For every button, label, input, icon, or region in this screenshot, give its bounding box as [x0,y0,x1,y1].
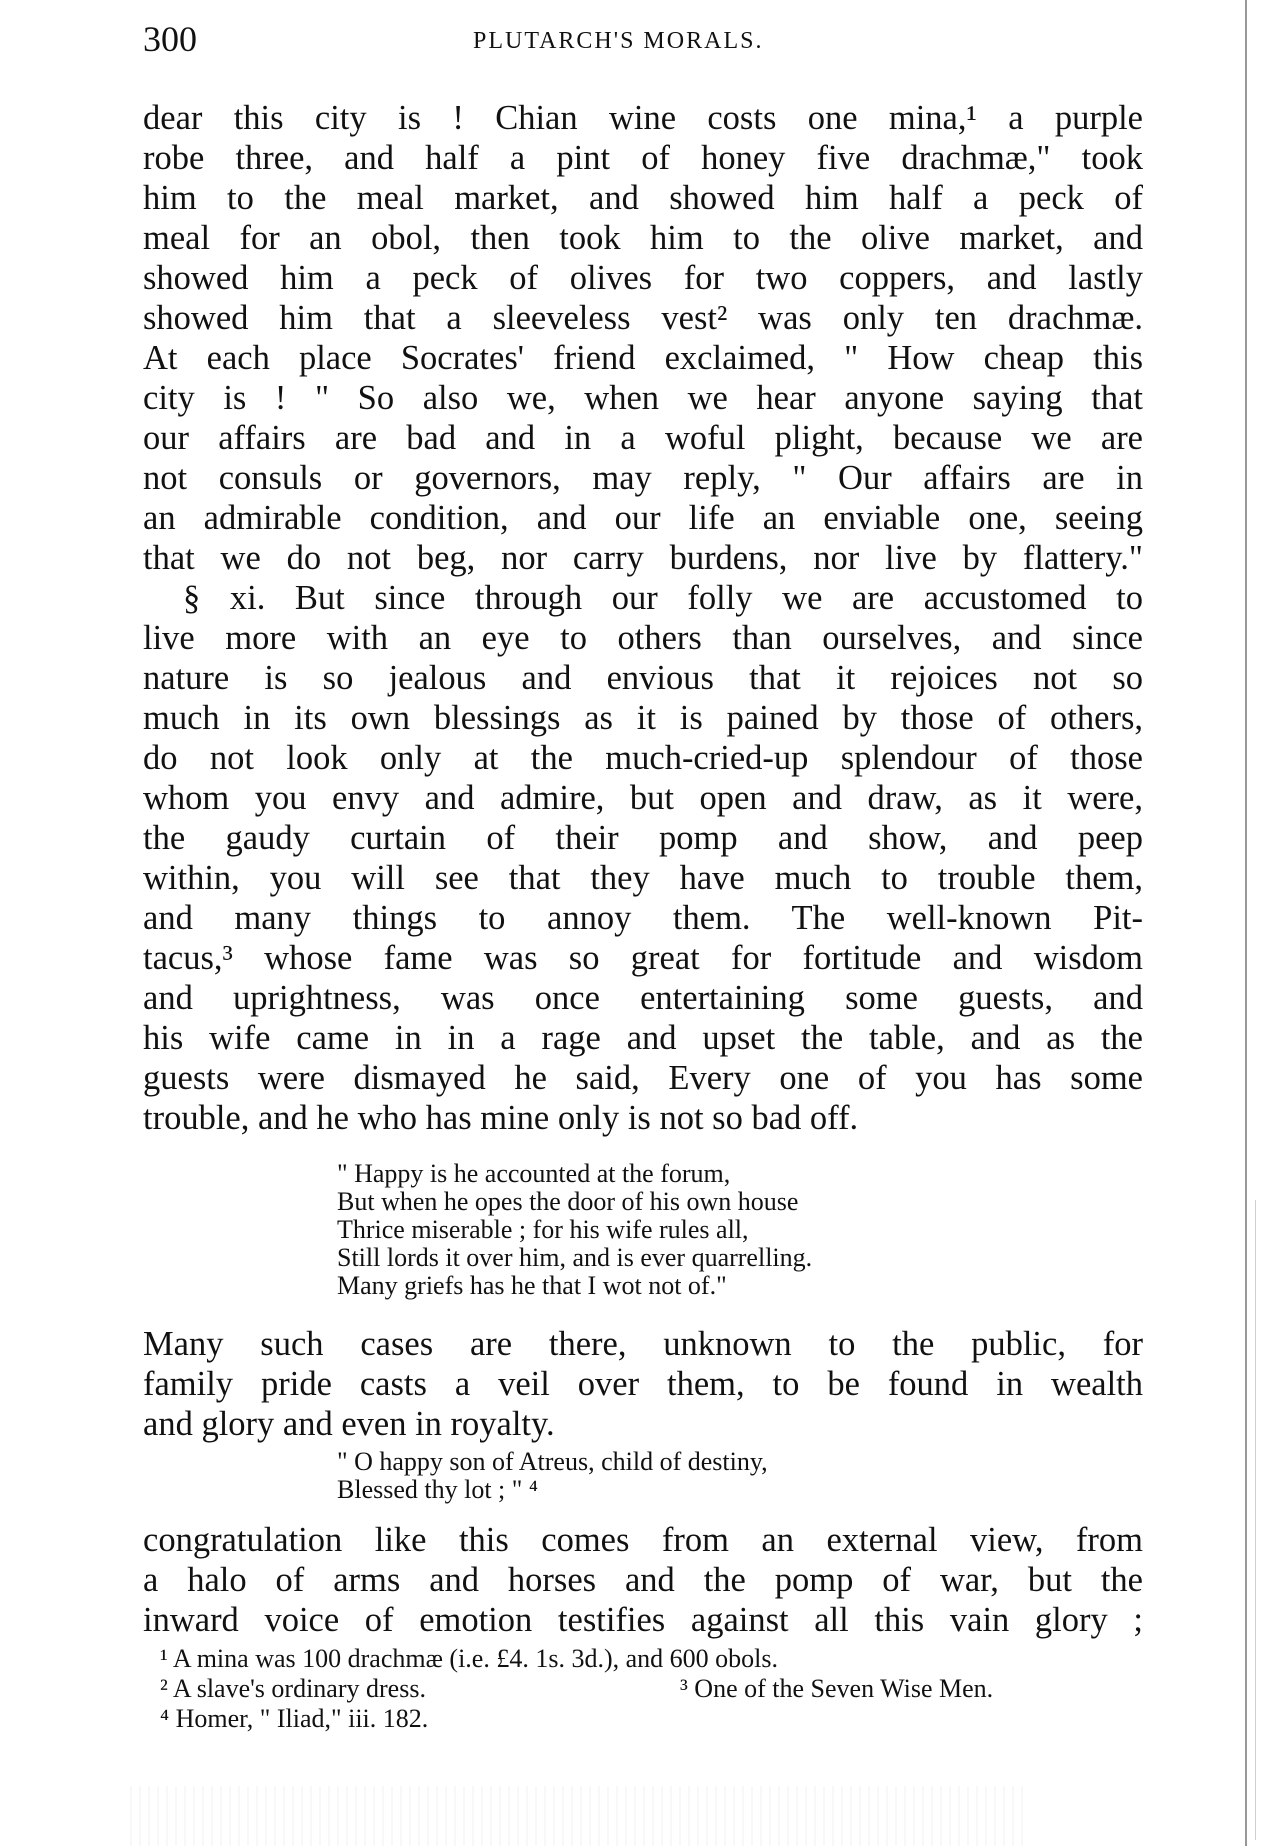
text-line: much in its own blessings as it is pained by those of others, [143,699,1143,737]
text-line: tacus,³ whose fame was so great for fortitude and wisdom [143,939,1143,977]
text-line: and many things to annoy them. The well-known Pit- [143,899,1143,937]
verse-line: But when he opes the door of his own house [337,1187,799,1216]
verse-line: Thrice miserable ; for his wife rules all, [337,1215,749,1244]
text-line: our affairs are bad and in a woful plight, because we are [143,419,1143,457]
text-line: whom you envy and admire, but open and draw, as it were, [143,779,1143,817]
footnote-3: ³ One of the Seven Wise Men. [680,1674,994,1703]
text-line: inward voice of emotion testifies against all this vain glory ; [143,1601,1143,1639]
footnote-4: ⁴ Homer, " Iliad," iii. 182. [160,1704,429,1733]
text-line: meal for an obol, then took him to the olive market, and [143,219,1143,257]
verse-quote-1 [337,1160,812,1300]
text-line: live more with an eye to others than ourselves, and since [143,619,1143,657]
page-number: 300 [143,19,197,59]
text-line: At each place Socrates' friend exclaimed, " How cheap this [143,339,1143,377]
verse-line: " O happy son of Atreus, child of destiny, [337,1447,768,1476]
text-line: that we do not beg, nor carry burdens, nor live by flattery." [143,539,1143,577]
verse-line: " Happy is he accounted at the forum, [337,1159,731,1188]
paragraph-3 [143,1324,1143,1444]
text-line: within, you will see that they have much to trouble them, [143,859,1143,897]
text-line: a halo of arms and horses and the pomp of war, but the [143,1561,1143,1599]
text-line: and uprightness, was once entertaining some guests, and [143,979,1143,1017]
paragraph-2 [143,578,1143,1138]
text-line: robe three, and half a pint of honey five drachmæ," took [143,139,1143,177]
text-line: showed him that a sleeveless vest² was only ten drachmæ. [143,299,1143,337]
text-line: do not look only at the much-cried-up splendour of those [143,739,1143,777]
text-line: dear this city is ! Chian wine costs one mina,¹ a purple [143,99,1143,137]
text-line: nature is so jealous and envious that it rejoices not so [143,659,1143,697]
text-line: showed him a peck of olives for two coppers, and lastly [143,259,1143,297]
text-line: family pride casts a veil over them, to be found in wealth [143,1365,1143,1403]
body-text [143,98,1143,1138]
verse-line: Still lords it over him, and is ever quarrelling. [337,1243,813,1272]
page-edge-shadow [1255,1200,1256,1840]
text-line: and glory and even in royalty. [143,1405,555,1443]
text-line: guests were dismayed he said, Every one of you has some [143,1059,1143,1097]
running-title: PLUTARCH'S MORALS. [473,28,764,54]
text-line: his wife came in in a rage and upset the table, and as the [143,1019,1143,1057]
page-header [143,18,1143,68]
text-line: § xi. But since through our folly we are accustomed to [183,579,1143,617]
text-line: trouble, and he who has mine only is not so bad off. [143,1099,859,1137]
text-line: congratulation like this comes from an external view, from [143,1521,1143,1559]
paragraph-4 [143,1520,1143,1640]
verse-line: Many griefs has he that I wot not of." [337,1271,727,1300]
footnote-1: ¹ A mina was 100 drachmæ (i.e. £4. 1s. 3d.), and 600 obols. [160,1644,779,1673]
text-line: Many such cases are there, unknown to the public, for [143,1325,1143,1363]
text-line: an admirable condition, and our life an enviable one, seeing [143,499,1143,537]
scan-noise [130,1786,1030,1846]
footnotes [160,1644,1150,1734]
paragraph-1 [143,98,1143,578]
text-line: the gaudy curtain of their pomp and show, and peep [143,819,1143,857]
text-line: not consuls or governors, may reply, " Our affairs are in [143,459,1143,497]
verse-quote-2 [337,1448,768,1504]
verse-line: Blessed thy lot ; " ⁴ [337,1475,538,1504]
text-line: city is ! " So also we, when we hear anyone saying that [143,379,1143,417]
text-line: him to the meal market, and showed him half a peck of [143,179,1143,217]
footnote-row [160,1674,1150,1704]
page-edge-line [1245,0,1247,1846]
footnote-2: ² A slave's ordinary dress. [160,1674,426,1703]
